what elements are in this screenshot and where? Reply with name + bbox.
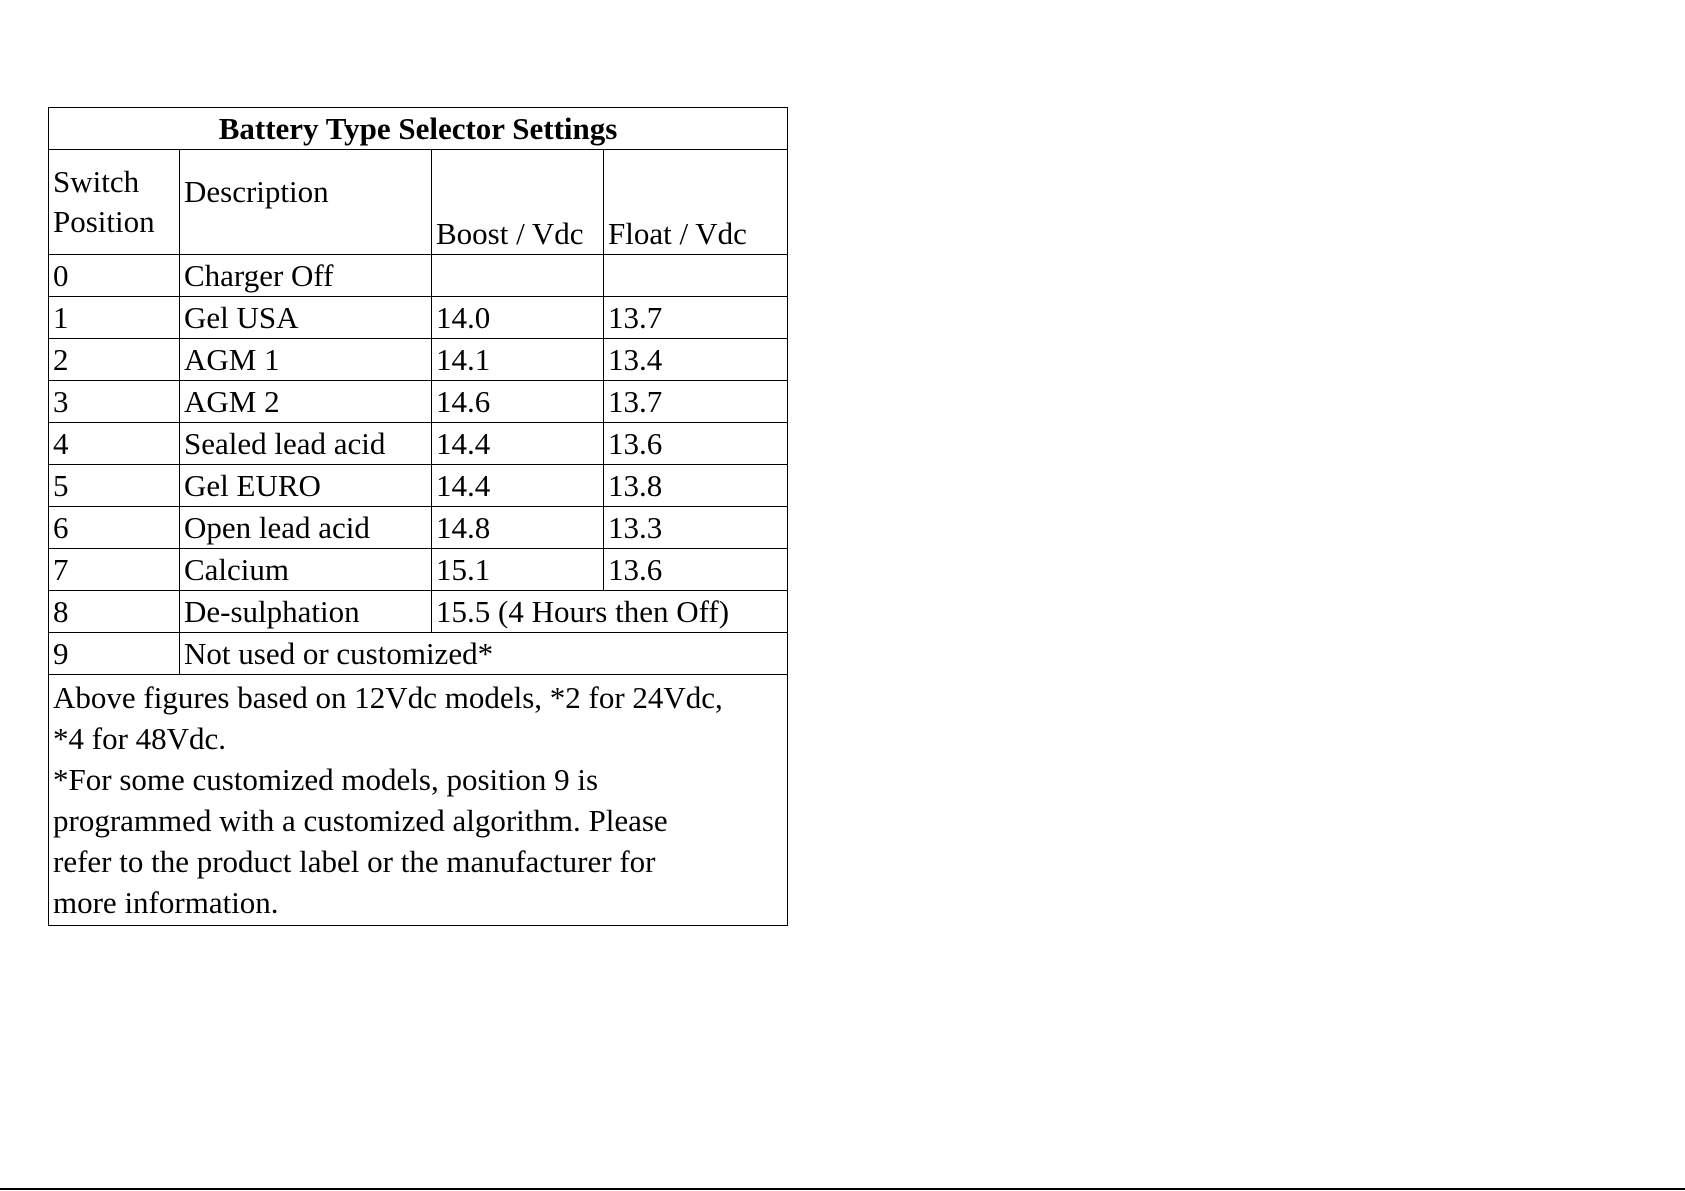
cell-boost: 14.6: [432, 381, 604, 423]
cell-description-merged: Not used or customized*: [180, 633, 788, 675]
cell-description: De-sulphation: [180, 591, 432, 633]
table-row: [49, 255, 788, 297]
header-float: Float / Vdc: [604, 150, 788, 255]
cell-description: Gel EURO: [180, 465, 432, 507]
cell-description: AGM 2: [180, 381, 432, 423]
cell-description: Open lead acid: [180, 507, 432, 549]
cell-position: 7: [49, 549, 180, 591]
cell-description: Charger Off: [180, 255, 432, 297]
note-line: programmed with a customized algorithm. Please: [53, 803, 668, 838]
cell-position: 0: [49, 255, 180, 297]
cell-position: 1: [49, 297, 180, 339]
cell-position: 9: [49, 633, 180, 675]
header-description: Description: [180, 150, 432, 255]
cell-float: 13.3: [604, 507, 788, 549]
battery-settings-table: [48, 107, 788, 926]
note-line: refer to the product label or the manufacturer for: [53, 844, 656, 879]
table-row: [49, 549, 788, 591]
note-line: *4 for 48Vdc.: [53, 721, 227, 756]
cell-position: 2: [49, 339, 180, 381]
cell-float: [604, 255, 788, 297]
cell-boost: 14.4: [432, 465, 604, 507]
table-title: Battery Type Selector Settings: [49, 108, 788, 150]
cell-float: 13.8: [604, 465, 788, 507]
cell-position: 3: [49, 381, 180, 423]
cell-position: 8: [49, 591, 180, 633]
cell-float: 13.7: [604, 381, 788, 423]
cell-float: 13.6: [604, 423, 788, 465]
cell-description: Gel USA: [180, 297, 432, 339]
cell-boost-float-merged: 15.5 (4 Hours then Off): [432, 591, 788, 633]
cell-boost: 14.8: [432, 507, 604, 549]
note-line: Above figures based on 12Vdc models, *2 for 24Vdc,: [53, 680, 723, 715]
header-switch-position: Switch Position: [49, 150, 180, 255]
table-row: [49, 381, 788, 423]
cell-position: 6: [49, 507, 180, 549]
table-notes: [49, 675, 788, 926]
cell-boost: 14.4: [432, 423, 604, 465]
page-bottom-rule: [0, 1188, 1685, 1190]
cell-boost: [432, 255, 604, 297]
cell-boost: 14.0: [432, 297, 604, 339]
table-title-row: [49, 108, 788, 150]
cell-position: 5: [49, 465, 180, 507]
cell-boost: 14.1: [432, 339, 604, 381]
cell-float: 13.6: [604, 549, 788, 591]
cell-boost: 15.1: [432, 549, 604, 591]
cell-float: 13.4: [604, 339, 788, 381]
table-notes-row: [49, 675, 788, 926]
cell-position: 4: [49, 423, 180, 465]
note-line: *For some customized models, position 9 is: [53, 762, 599, 797]
table-row: [49, 297, 788, 339]
table-row: [49, 339, 788, 381]
table-row: [49, 507, 788, 549]
header-boost: Boost / Vdc: [432, 150, 604, 255]
cell-description: Sealed lead acid: [180, 423, 432, 465]
cell-description: AGM 1: [180, 339, 432, 381]
cell-description: Calcium: [180, 549, 432, 591]
table-header-row: [49, 150, 788, 255]
cell-float: 13.7: [604, 297, 788, 339]
table-row: [49, 465, 788, 507]
table-row-custom: [49, 633, 788, 675]
table-row: [49, 423, 788, 465]
table-row-desulphation: [49, 591, 788, 633]
note-line: more information.: [53, 885, 279, 920]
